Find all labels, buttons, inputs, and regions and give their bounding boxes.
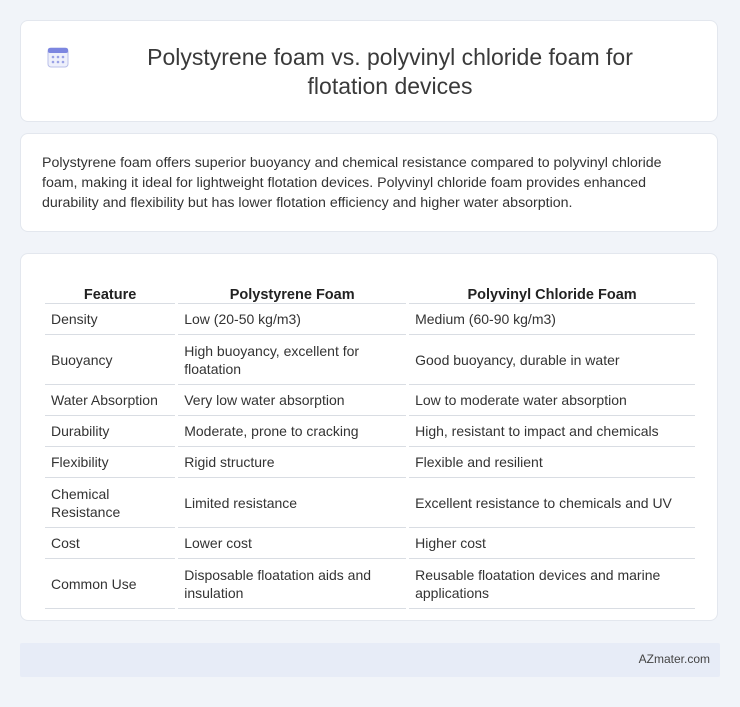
table-cell: Density: [45, 304, 175, 335]
table-cell: Lower cost: [178, 528, 406, 559]
table-cell: Common Use: [45, 559, 175, 609]
column-header: Feature: [45, 273, 175, 304]
table-cell: Limited resistance: [178, 478, 406, 528]
table-cell: Water Absorption: [45, 385, 175, 416]
table-cell: Very low water absorption: [178, 385, 406, 416]
table-cell: Rigid structure: [178, 447, 406, 478]
table-cell: Disposable floatation aids and insulation: [178, 559, 406, 609]
title-card: [20, 20, 718, 122]
column-header: Polystyrene Foam: [178, 273, 406, 304]
table-row: [45, 478, 695, 528]
table-cell: High, resistant to impact and chemicals: [409, 416, 695, 447]
table-cell: Durability: [45, 416, 175, 447]
table-row: [45, 335, 695, 385]
table-cell: Cost: [45, 528, 175, 559]
table-cell: Low to moderate water absorption: [409, 385, 695, 416]
table-row: [45, 416, 695, 447]
column-header: Polyvinyl Chloride Foam: [409, 273, 695, 304]
table-cell: Low (20-50 kg/m3): [178, 304, 406, 335]
comparison-table: [42, 273, 698, 609]
summary-text: Polystyrene foam offers superior buoyancy and chemical resistance compared to polyvinyl chloride foam, making it ideal for lightweight flotation devices. Polyvinyl chloride foam provides enhanced durability and flexibility but has lower flotation efficiency and higher water absorption.: [42, 155, 662, 211]
table-row: [45, 528, 695, 559]
table-cell: Flexible and resilient: [409, 447, 695, 478]
page-title: Polystyrene foam vs. polyvinyl chloride foam for flotation devices: [147, 44, 633, 99]
table-cell: Buoyancy: [45, 335, 175, 385]
table-cell: Higher cost: [409, 528, 695, 559]
table-cell: Reusable floatation devices and marine applications: [409, 559, 695, 609]
table-cell: Moderate, prone to cracking: [178, 416, 406, 447]
table-cell: Good buoyancy, durable in water: [409, 335, 695, 385]
table-cell: High buoyancy, excellent for floatation: [178, 335, 406, 385]
footer: [20, 643, 720, 677]
table-cell: Medium (60-90 kg/m3): [409, 304, 695, 335]
table-cell: Chemical Resistance: [45, 478, 175, 528]
table-row: [45, 385, 695, 416]
table-row: [45, 559, 695, 609]
summary-card: [20, 133, 718, 232]
table-row: [45, 447, 695, 478]
footer-brand: AZmater.com: [638, 652, 710, 666]
table-row: [45, 304, 695, 335]
comparison-table-card: [20, 253, 718, 621]
table-header-row: [45, 273, 695, 304]
table-cell: Flexibility: [45, 447, 175, 478]
table-cell: Excellent resistance to chemicals and UV: [409, 478, 695, 528]
